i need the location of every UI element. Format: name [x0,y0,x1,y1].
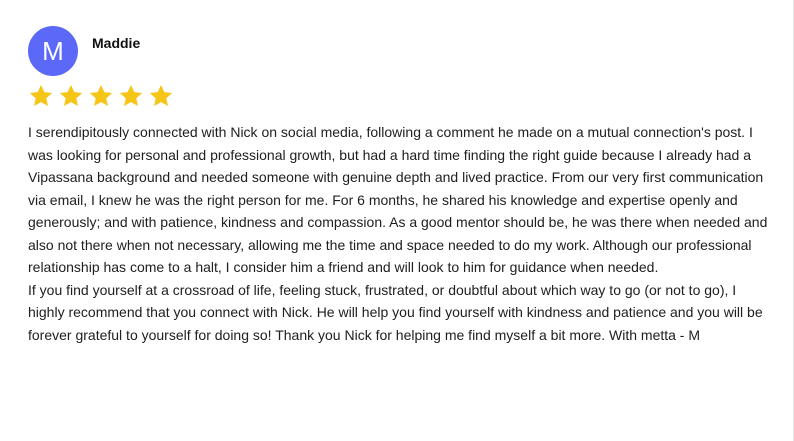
review-paragraph: If you find yourself at a crossroad of life, feeling stuck, frustrated, or doubtful about which way to go (or not to go), I highly recommend that you connect with Nick. He will help you find yourself with kindness and patience and you will be forever grateful to yourself for doing so! Thank you Nick for helping me find myself a bit more. With metta - M [28,281,763,343]
star-icon [118,83,144,109]
author-name: Maddie [92,35,141,51]
review-paragraph: I serendipitously connected with Nick on social media, following a comment he made on a mutual connection's post. I was looking for personal and professional growth, but had a hard time finding the right guide because I already had a Vipassana background and needed someone with genuine depth and lived practice. From our very first communication via email, I knew he was the right person for me. For 6 months, he shared his knowledge and expertise openly and generously; and with patience, kindness and compassion. As a good mentor should be, he was there when needed and also not there when not necessary, allowing me the time and space needed to do my work. Although our professional relationship has come to a halt, I consider him a friend and will look to him for guidance when needed. [28,124,768,275]
star-icon [58,83,84,109]
star-rating [28,81,765,111]
star-icon [148,83,174,109]
review-text [28,121,768,346]
review-header [28,26,765,76]
star-icon [88,83,114,109]
avatar: M [28,26,78,76]
star-icon [28,83,54,109]
